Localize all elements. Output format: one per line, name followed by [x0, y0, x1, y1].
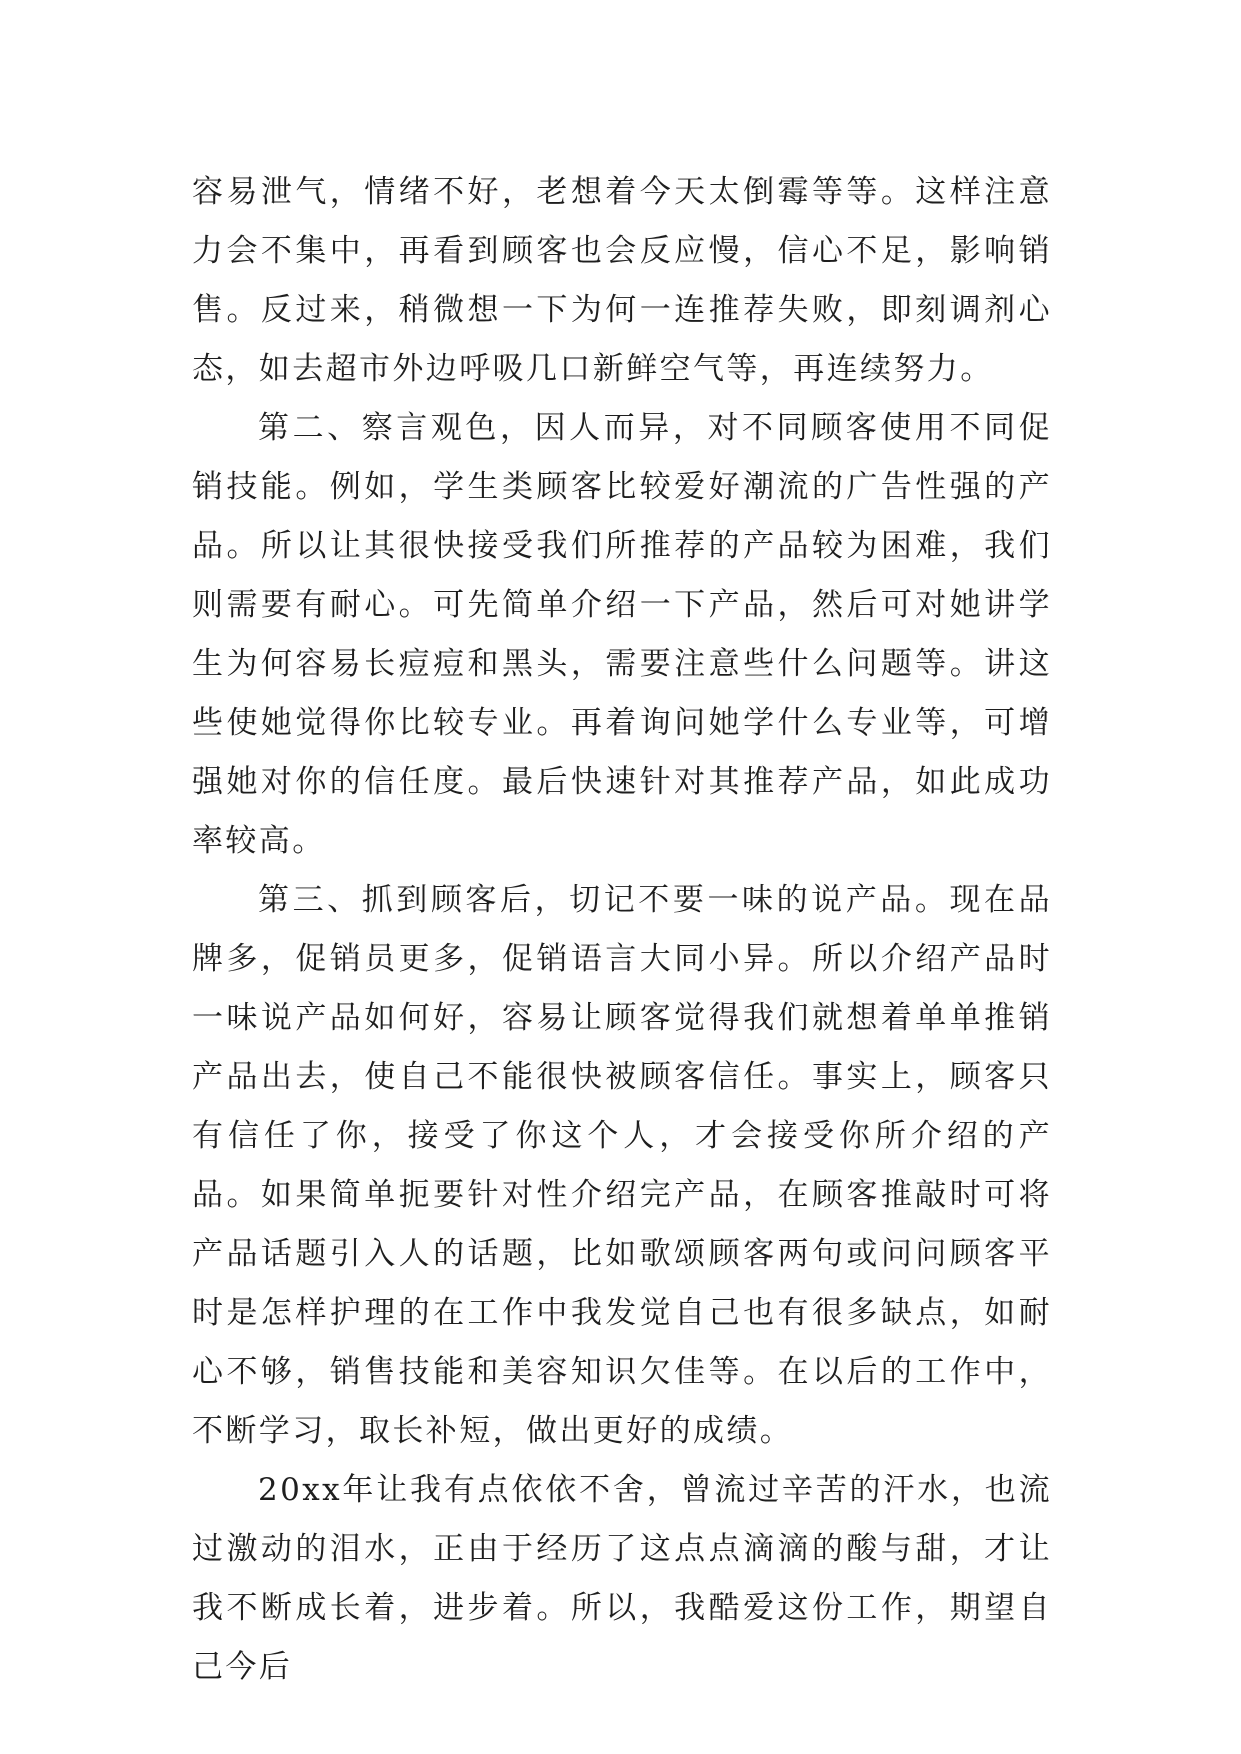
paragraph-continued: 容易泄气，情绪不好，老想着今天太倒霉等等。这样注意力会不集中，再看到顾客也会反应慢，信心不足，影响销售。反过来，稍微想一下为何一连推荐失败，即刻调剂心态，如去超市外边呼吸几口新鲜空气等，再连续努力。: [192, 174, 1052, 387]
paragraph-second-point: 第二、察言观色，因人而异，对不同顾客使用不同促销技能。例如，学生类顾客比较爱好潮流的广告性强的产品。所以让其很快接受我们所推荐的产品较为困难，我们则需要有耐心。可先简单介绍一下产品，然后可对她讲学生为何容易长痘痘和黑头，需要注意些什么问题等。讲这些使她觉得你比较专业。再着询问她学什么专业等，可增强她对你的信任度。最后快速针对其推荐产品，如此成功率较高。: [192, 410, 1052, 859]
paragraph-closing: 20xx年让我有点依依不舍，曾流过辛苦的汗水，也流过激动的泪水，正由于经历了这点点滴滴的酸与甜，才让我不断成长着，进步着。所以，我酷爱这份工作，期望自己今后: [192, 1472, 1052, 1685]
paragraph-third-point: 第三、抓到顾客后，切记不要一味的说产品。现在品牌多，促销员更多，促销语言大同小异。所以介绍产品时一味说产品如何好，容易让顾客觉得我们就想着单单推销产品出去，使自己不能很快被顾客信任。事实上，顾客只有信任了你，接受了你这个人，才会接受你所介绍的产品。如果简单扼要针对性介绍完产品，在顾客推敲时可将产品话题引入人的话题，比如歌颂顾客两句或问问顾客平时是怎样护理的在工作中我发觉自己也有很多缺点，如耐心不够，销售技能和美容知识欠佳等。在以后的工作中，不断学习，取长补短，做出更好的成绩。: [192, 882, 1052, 1449]
document-body: [192, 163, 1052, 1697]
